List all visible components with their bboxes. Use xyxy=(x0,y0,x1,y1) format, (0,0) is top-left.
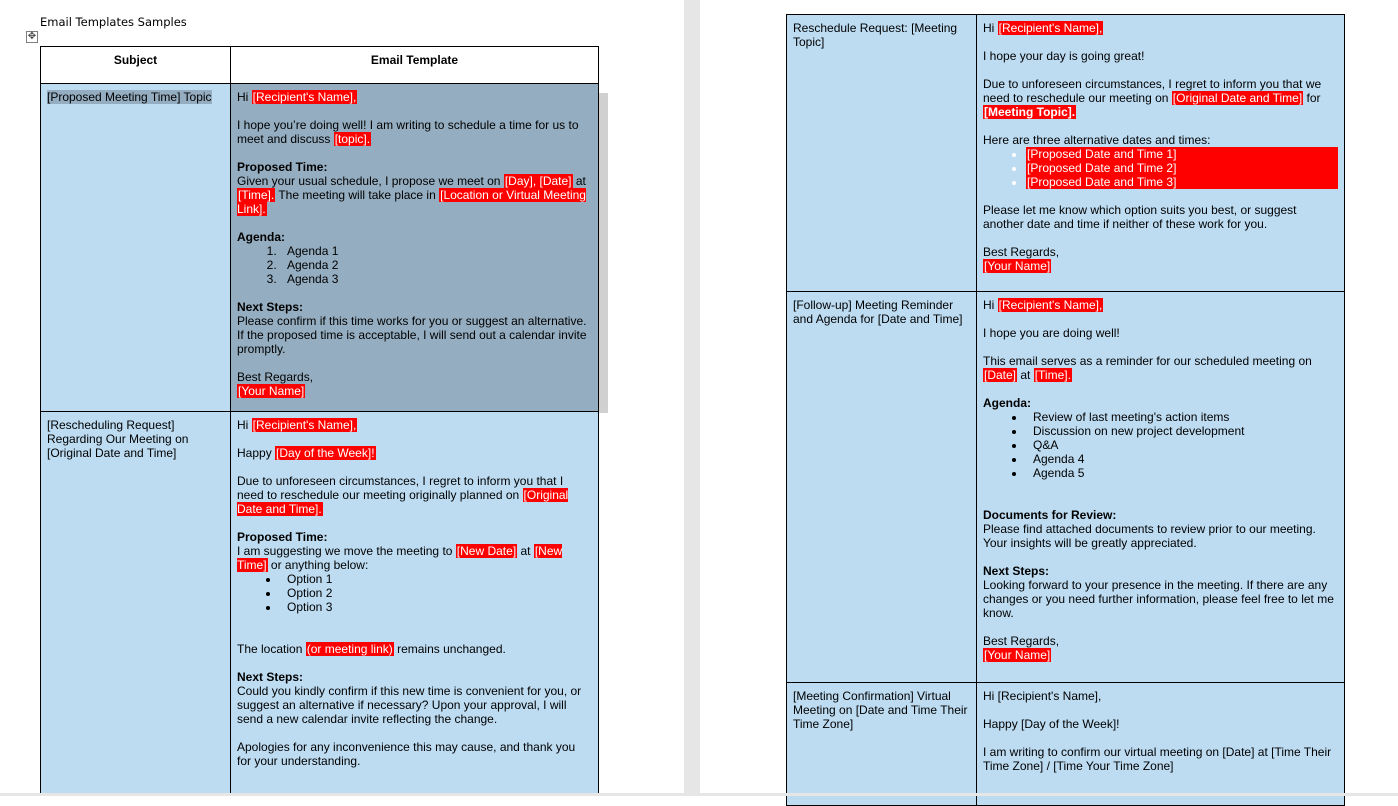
list-item: • Agenda 5 xyxy=(1026,466,1338,480)
subject-cell[interactable]: Reschedule Request: [Meeting Topic] xyxy=(787,15,977,292)
list-item: 2. Agenda 2 xyxy=(280,258,592,272)
template-cell[interactable] xyxy=(231,84,599,412)
header-email-template: Email Template xyxy=(231,47,599,84)
happy-text: Happy [Day of the Week]! xyxy=(983,717,1120,731)
alternatives-text: Here are three alternative dates and times: xyxy=(983,133,1211,147)
proposed-dates-list xyxy=(983,147,1338,189)
placeholder-meeting-link: (or meeting link) xyxy=(306,642,393,656)
unforeseen-text: Due to unforeseen circumstances, I regret to inform you that I need to reschedule our meeting originally planned on xyxy=(237,474,564,502)
placeholder-your-name: [Your Name] xyxy=(984,259,1051,273)
email-templates-table xyxy=(40,46,599,796)
agenda-heading: Agenda: xyxy=(983,396,1031,410)
placeholder-time: [Time]. xyxy=(1034,368,1071,382)
next-steps-text: Could you kindly confirm if this new time is convenient for you, or suggest an alternative if necessary? Upon your approval, I will send a new calendar invite reflecting the change. xyxy=(237,684,582,726)
list-item: • [Proposed Date and Time 3] xyxy=(1026,175,1338,189)
template-cell[interactable] xyxy=(977,292,1345,683)
documents-text: Please find attached documents to review prior to our meeting. Your insights will be greatly appreciated. xyxy=(983,522,1316,550)
template-cell[interactable] xyxy=(231,412,599,797)
unforeseen-text: Due to unforeseen circumstances, I regret to inform you that we need to reschedule our meeting on xyxy=(983,77,1322,105)
regards-text: Best Regards, xyxy=(237,370,314,384)
document-page-left xyxy=(0,0,684,796)
let-me-know-text: Please let me know which option suits you best, or suggest another date and time if neither of these work for you. xyxy=(983,203,1297,231)
table-row xyxy=(787,15,1345,292)
regards-text: Best Regards, xyxy=(983,245,1060,259)
hope-text: I hope your day is going great! xyxy=(983,49,1145,63)
template-cell[interactable] xyxy=(977,683,1345,806)
list-item: • [Proposed Date and Time 1] xyxy=(1026,147,1338,161)
page-gap xyxy=(684,0,700,796)
for-text: for xyxy=(1303,91,1321,105)
regards-text: Best Regards, xyxy=(983,634,1060,648)
list-item: • Q&A xyxy=(1026,438,1338,452)
next-steps-text: Please confirm if this time works for you or suggest an alternative. If the proposed time is acceptable, I will send out a calendar invite promptly. xyxy=(237,314,587,356)
apology-text: Apologies for any inconvenience this may cause, and thank you for your understanding. xyxy=(237,740,576,768)
location-text-b: remains unchanged. xyxy=(393,642,506,656)
subject-cell[interactable]: [Rescheduling Request] Regarding Our Meeting on [Original Date and Time] xyxy=(41,412,231,797)
list-item: • Agenda 4 xyxy=(1026,452,1338,466)
next-steps-heading: Next Steps: xyxy=(983,564,1050,578)
placeholder-new-time: [New Time] xyxy=(237,544,563,572)
table-row xyxy=(41,412,599,797)
agenda-list xyxy=(983,410,1338,480)
placeholder-recipient: [Recipient's Name], xyxy=(998,298,1103,312)
list-item: 3. Agenda 3 xyxy=(280,272,592,286)
next-steps-heading: Next Steps: xyxy=(237,300,304,314)
next-steps-text: Looking forward to your presence in the meeting. If there are any changes or you need further information, please feel free to let me know. xyxy=(983,578,1334,620)
documents-heading: Documents for Review: xyxy=(983,508,1117,522)
confirm-text: I am writing to confirm our virtual meeting on [Date] at [Time Their Time Zone] / [Time Your Time Zone] xyxy=(983,745,1332,773)
happy-text: Happy xyxy=(237,446,276,460)
placeholder-date: [Date] xyxy=(984,368,1017,382)
greeting-text: Hi xyxy=(237,418,252,432)
template-cell[interactable] xyxy=(977,15,1345,292)
list-item: • [Proposed Date and Time 2] xyxy=(1026,161,1338,175)
greeting-text: Hi [Recipient's Name], xyxy=(983,689,1102,703)
intro-text: I hope you’re doing well! I am writing to schedule a time for us to meet and discuss xyxy=(237,118,579,146)
placeholder-day-date: [Day], [Date] xyxy=(504,174,572,188)
next-steps-heading: Next Steps: xyxy=(237,670,304,684)
hope-text: I hope you are doing well! xyxy=(983,326,1120,340)
placeholder-topic: [topic]. xyxy=(334,132,371,146)
suggest-text-b: or anything below: xyxy=(267,558,369,572)
agenda-heading: Agenda: xyxy=(237,230,285,244)
options-list xyxy=(237,572,592,614)
list-item: 1. Agenda 1 xyxy=(280,244,592,258)
placeholder-new-date: [New Date] xyxy=(456,544,517,558)
proposed-text-b: The meeting will take place in xyxy=(275,188,440,202)
at-text: at xyxy=(572,174,586,188)
placeholder-meeting-topic: [Meeting Topic]. xyxy=(984,105,1076,119)
table-move-handle-icon[interactable]: ✥ xyxy=(27,31,37,42)
placeholder-time: [Time]. xyxy=(238,188,275,202)
location-text: The location xyxy=(237,642,306,656)
table-header-row xyxy=(41,47,599,84)
document-title: Email Templates Samples xyxy=(40,15,187,29)
placeholder-recipient: [Recipient's Name], xyxy=(998,21,1103,35)
subject-text: [Proposed Meeting Time] Topic xyxy=(47,90,212,104)
placeholder-recipient: [Recipient's Name], xyxy=(252,90,357,104)
placeholder-recipient: [Recipient's Name], xyxy=(252,418,357,432)
list-item: • Option 2 xyxy=(280,586,592,600)
placeholder-day-of-week: [Day of the Week]! xyxy=(276,446,375,460)
at-text: at xyxy=(517,544,534,558)
suggest-text: I am suggesting we move the meeting to xyxy=(237,544,456,558)
agenda-list xyxy=(237,244,592,286)
list-item: • Option 1 xyxy=(280,572,592,586)
email-templates-table-continued xyxy=(786,14,1345,806)
at-text: at xyxy=(1017,368,1034,382)
placeholder-your-name: [Your Name] xyxy=(238,384,305,398)
header-subject: Subject xyxy=(41,47,231,84)
table-row xyxy=(41,84,599,412)
proposed-time-heading: Proposed Time: xyxy=(237,160,328,174)
greeting-text: Hi xyxy=(983,21,998,35)
list-item: • Discussion on new project development xyxy=(1026,424,1338,438)
reminder-text: This email serves as a reminder for our scheduled meeting on xyxy=(983,354,1312,368)
subject-cell[interactable]: [Meeting Confirmation] Virtual Meeting on [Date and Time Their Time Zone] xyxy=(787,683,977,806)
proposed-time-heading: Proposed Time: xyxy=(237,530,328,544)
table-row xyxy=(787,683,1345,806)
table-row xyxy=(787,292,1345,683)
placeholder-location: [Location or Virtual Meeting Link]. xyxy=(237,188,586,216)
greeting-text: Hi xyxy=(983,298,998,312)
greeting-text: Hi xyxy=(237,90,252,104)
subject-cell[interactable] xyxy=(41,84,231,412)
placeholder-original-date: [Original Date and Time] xyxy=(1172,91,1303,105)
list-item: • Option 3 xyxy=(280,600,592,614)
placeholder-your-name: [Your Name] xyxy=(984,648,1051,662)
list-item: • Review of last meeting's action items xyxy=(1026,410,1338,424)
proposed-text: Given your usual schedule, I propose we meet on xyxy=(237,174,504,188)
subject-cell[interactable]: [Follow-up] Meeting Reminder and Agenda for [Date and Time] xyxy=(787,292,977,683)
selection-shadow xyxy=(598,93,608,413)
placeholder-original-date: [Original Date and Time]. xyxy=(237,488,569,516)
